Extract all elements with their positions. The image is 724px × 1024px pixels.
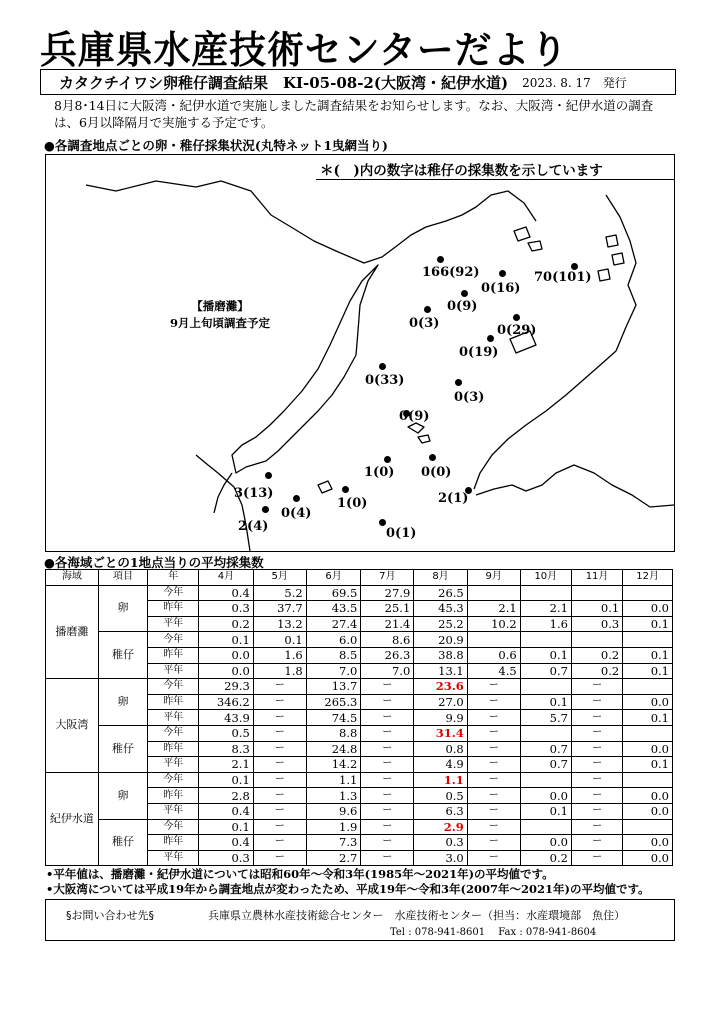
value-cell	[467, 585, 520, 601]
intro-paragraph: 8月8･14日に大阪湾・紀伊水道で実施しました調査結果をお知らせします。なお、大阪湾・紀伊水道の調査は、6月以降隔月で実施する予定です。	[54, 98, 654, 130]
table-header-row	[46, 570, 673, 586]
value-cell: 0.0	[520, 788, 571, 804]
value-cell: ー	[467, 835, 520, 851]
value-cell	[520, 632, 571, 648]
value-cell: ー	[571, 788, 622, 804]
issue-date: 2023. 8. 17 発行	[522, 75, 627, 90]
year-cell: 今年	[148, 585, 199, 601]
value-cell: 2.9	[414, 819, 467, 835]
value-cell: 3.0	[414, 850, 467, 866]
newsletter-masthead: 兵庫県水産技術センターだより	[40, 28, 569, 72]
value-cell: 74.5	[306, 710, 361, 726]
station-label: 0(9)	[399, 409, 430, 424]
value-cell: 2.1	[520, 601, 571, 617]
value-cell: ー	[361, 772, 414, 788]
year-cell: 昨年	[148, 788, 199, 804]
value-cell: 0.1	[623, 757, 673, 773]
contact-box	[45, 899, 675, 941]
value-cell: ー	[253, 694, 306, 710]
value-cell: 8.3	[199, 741, 254, 757]
value-cell: 0.4	[199, 835, 254, 851]
value-cell: 0.2	[520, 850, 571, 866]
station-label: 2(4)	[238, 519, 269, 534]
value-cell: 265.3	[306, 694, 361, 710]
value-cell: ー	[571, 725, 622, 741]
value-cell: 45.3	[414, 601, 467, 617]
table-row	[46, 772, 673, 788]
station-label: 1(0)	[337, 496, 368, 511]
year-cell: 昨年	[148, 601, 199, 617]
value-cell: 2.8	[199, 788, 254, 804]
item-cell: 卵	[98, 772, 148, 819]
value-cell: 38.8	[414, 647, 467, 663]
station-dot	[437, 256, 444, 263]
station-label: 0(19)	[459, 345, 499, 360]
value-cell: ー	[571, 679, 622, 695]
table-row	[46, 679, 673, 695]
harima-note	[160, 298, 280, 332]
value-cell: 1.1	[306, 772, 361, 788]
station-dot	[379, 519, 386, 526]
value-cell	[467, 632, 520, 648]
year-cell: 今年	[148, 679, 199, 695]
station-label: 0(16)	[481, 281, 521, 296]
area-cell: 紀伊水道	[46, 772, 99, 866]
value-cell: 27.9	[361, 585, 414, 601]
value-cell: ー	[253, 679, 306, 695]
value-cell: 0.0	[623, 835, 673, 851]
table-section-heading: ●各海域ごとの1地点当りの平均採集数	[44, 555, 264, 570]
year-cell: 今年	[148, 772, 199, 788]
value-cell: ー	[361, 819, 414, 835]
year-cell: 平年	[148, 616, 199, 632]
station-label: 166(92)	[422, 265, 480, 280]
value-cell: 0.3	[199, 601, 254, 617]
naruto-coastline	[214, 473, 232, 513]
value-cell: ー	[467, 725, 520, 741]
item-cell: 稚仔	[98, 819, 148, 866]
value-cell: 0.4	[199, 585, 254, 601]
value-cell: 5.2	[253, 585, 306, 601]
value-cell: ー	[253, 850, 306, 866]
hyogo-coastline	[86, 181, 536, 263]
year-cell: 平年	[148, 850, 199, 866]
year-cell: 昨年	[148, 741, 199, 757]
value-cell: ー	[467, 710, 520, 726]
station-label: 1(0)	[364, 465, 395, 480]
value-cell: ー	[361, 757, 414, 773]
value-cell: ー	[571, 694, 622, 710]
value-cell: 346.2	[199, 694, 254, 710]
value-cell: 2.7	[306, 850, 361, 866]
value-cell: 0.6	[467, 647, 520, 663]
value-cell: 43.5	[306, 601, 361, 617]
value-cell: ー	[253, 772, 306, 788]
contact-organization: 兵庫県立農林水産技術総合センター 水産技術センター（担当：水産環境部 魚住）	[208, 909, 626, 922]
value-cell: 0.0	[199, 647, 254, 663]
value-cell: 1.1	[414, 772, 467, 788]
value-cell: 21.4	[361, 616, 414, 632]
headline-title: カタクチイワシ卵稚仔調査結果 KI-05-08-2(大阪湾・紀伊水道)	[59, 73, 509, 92]
value-cell: 26.5	[414, 585, 467, 601]
harima-schedule: 9月上旬頃調査予定	[169, 316, 270, 330]
value-cell	[571, 585, 622, 601]
footnote-osaka-bay: •大阪湾については平成19年から調査地点が変わったため、平成19年～令和3年(2007年～2021年)の平均値です。	[46, 882, 650, 896]
value-cell: ー	[361, 788, 414, 804]
contact-label: §お問い合わせ先§	[66, 909, 154, 922]
value-cell: ー	[361, 741, 414, 757]
station-label: 0(29)	[497, 323, 537, 338]
value-cell	[520, 772, 571, 788]
station-dot	[262, 506, 269, 513]
area-cell: 播磨灘	[46, 585, 99, 679]
value-cell: ー	[467, 819, 520, 835]
value-cell: ー	[467, 772, 520, 788]
column-header: 年	[148, 570, 199, 586]
value-cell: ー	[253, 741, 306, 757]
year-cell: 今年	[148, 725, 199, 741]
value-cell: 26.3	[361, 647, 414, 663]
station-label: 0(3)	[409, 316, 440, 331]
value-cell: 7.0	[361, 663, 414, 679]
station-dot	[429, 454, 436, 461]
value-cell: ー	[361, 850, 414, 866]
value-cell: 25.1	[361, 601, 414, 617]
port-island-pieces	[598, 235, 624, 281]
value-cell: 1.6	[520, 616, 571, 632]
column-header: 海域	[46, 570, 99, 586]
value-cell: 0.1	[520, 803, 571, 819]
value-cell: ー	[253, 819, 306, 835]
value-cell: ー	[467, 694, 520, 710]
value-cell: ー	[361, 679, 414, 695]
station-label: 0(0)	[421, 465, 452, 480]
value-cell: ー	[467, 850, 520, 866]
value-cell: 0.2	[199, 616, 254, 632]
value-cell	[520, 679, 571, 695]
column-header: 11月	[571, 570, 622, 586]
value-cell: 8.6	[361, 632, 414, 648]
value-cell	[623, 819, 673, 835]
value-cell: 0.1	[199, 819, 254, 835]
value-cell: 0.1	[623, 647, 673, 663]
value-cell: 0.0	[520, 835, 571, 851]
value-cell: 0.8	[414, 741, 467, 757]
item-cell: 稚仔	[98, 725, 148, 772]
table-row	[46, 632, 673, 648]
value-cell	[623, 725, 673, 741]
station-label: 70(101)	[534, 270, 592, 285]
column-header: 12月	[623, 570, 673, 586]
value-cell: 0.4	[199, 803, 254, 819]
station-label: 0(9)	[447, 299, 478, 314]
value-cell: 0.1	[623, 663, 673, 679]
value-cell: 43.9	[199, 710, 254, 726]
map-note-underline	[316, 179, 674, 180]
value-cell: 1.3	[306, 788, 361, 804]
value-cell: 2.1	[199, 757, 254, 773]
ieshima-island	[318, 481, 332, 493]
value-cell	[623, 632, 673, 648]
year-cell: 平年	[148, 710, 199, 726]
year-cell: 平年	[148, 663, 199, 679]
column-header: 8月	[414, 570, 467, 586]
value-cell: 0.0	[623, 741, 673, 757]
value-cell: 0.1	[199, 632, 254, 648]
value-cell: ー	[467, 741, 520, 757]
value-cell: 13.2	[253, 616, 306, 632]
value-cell: 31.4	[414, 725, 467, 741]
value-cell: 0.3	[199, 850, 254, 866]
value-cell: 4.5	[467, 663, 520, 679]
value-cell: ー	[253, 757, 306, 773]
value-cell: 0.1	[520, 694, 571, 710]
value-cell: 14.2	[306, 757, 361, 773]
value-cell: 27.0	[414, 694, 467, 710]
value-cell: ー	[361, 835, 414, 851]
value-cell: 69.5	[306, 585, 361, 601]
station-dot	[379, 363, 386, 370]
value-cell: 4.9	[414, 757, 467, 773]
station-dot	[384, 456, 391, 463]
value-cell	[623, 585, 673, 601]
value-cell: 29.3	[199, 679, 254, 695]
station-dot	[513, 314, 520, 321]
value-cell	[520, 819, 571, 835]
awaji-island	[232, 265, 378, 473]
value-cell: ー	[467, 679, 520, 695]
artificial-island-1	[514, 227, 530, 241]
value-cell: 0.1	[623, 710, 673, 726]
year-cell: 今年	[148, 632, 199, 648]
value-cell: 0.0	[623, 601, 673, 617]
value-cell: 9.9	[414, 710, 467, 726]
value-cell: ー	[467, 788, 520, 804]
item-cell: 卵	[98, 679, 148, 726]
table-row	[46, 585, 673, 601]
station-label: 3(13)	[234, 486, 274, 501]
year-cell: 昨年	[148, 835, 199, 851]
value-cell: 1.8	[253, 663, 306, 679]
average-catch-table	[45, 569, 673, 866]
value-cell: 0.1	[253, 632, 306, 648]
column-header: 9月	[467, 570, 520, 586]
column-header: 4月	[199, 570, 254, 586]
value-cell: 1.6	[253, 647, 306, 663]
value-cell: 5.7	[520, 710, 571, 726]
station-label: 0(3)	[454, 390, 485, 405]
value-cell: 0.2	[571, 663, 622, 679]
value-cell: ー	[253, 725, 306, 741]
station-dot	[293, 495, 300, 502]
value-cell: ー	[571, 772, 622, 788]
value-cell: ー	[361, 710, 414, 726]
value-cell: ー	[571, 741, 622, 757]
value-cell: ー	[467, 757, 520, 773]
value-cell: 0.5	[199, 725, 254, 741]
value-cell: ー	[571, 819, 622, 835]
map-section-heading: ●各調査地点ごとの卵・稚仔採集状況(丸特ネット1曳網当り)	[44, 138, 388, 153]
station-dot	[455, 379, 462, 386]
value-cell: 0.7	[520, 741, 571, 757]
station-dot	[571, 263, 578, 270]
value-cell: ー	[253, 835, 306, 851]
small-island	[418, 435, 430, 443]
value-cell: 0.1	[199, 772, 254, 788]
table-body	[46, 585, 673, 866]
area-cell: 大阪湾	[46, 679, 99, 773]
value-cell: ー	[361, 725, 414, 741]
value-cell: 0.0	[623, 788, 673, 804]
station-dot	[461, 290, 468, 297]
value-cell	[623, 679, 673, 695]
value-cell: 10.2	[467, 616, 520, 632]
value-cell	[520, 725, 571, 741]
table-row	[46, 819, 673, 835]
table-row	[46, 725, 673, 741]
item-cell: 稚仔	[98, 632, 148, 679]
map-note: ＊( )内の数字は稚仔の採集数を示しています	[320, 163, 603, 179]
osaka-coastline	[474, 195, 636, 489]
value-cell: 13.1	[414, 663, 467, 679]
value-cell: 6.3	[414, 803, 467, 819]
year-cell: 今年	[148, 819, 199, 835]
station-label: 0(1)	[386, 526, 417, 541]
item-cell: 卵	[98, 585, 148, 632]
value-cell: ー	[467, 803, 520, 819]
value-cell: ー	[571, 835, 622, 851]
footnote-normal-years: •平年値は、播磨灘・紀伊水道については昭和60年～令和3年(1985年～2021年)の平均値です。	[46, 867, 554, 881]
value-cell: 2.1	[467, 601, 520, 617]
value-cell: 25.2	[414, 616, 467, 632]
value-cell: ー	[571, 710, 622, 726]
value-cell: 7.0	[306, 663, 361, 679]
value-cell: 0.0	[199, 663, 254, 679]
value-cell: 0.1	[571, 601, 622, 617]
value-cell: 7.3	[306, 835, 361, 851]
value-cell: 8.8	[306, 725, 361, 741]
year-cell: 昨年	[148, 647, 199, 663]
year-cell: 平年	[148, 757, 199, 773]
year-cell: 平年	[148, 803, 199, 819]
value-cell	[520, 585, 571, 601]
station-label: 0(4)	[281, 506, 312, 521]
column-header: 10月	[520, 570, 571, 586]
value-cell: 13.7	[306, 679, 361, 695]
survey-map	[45, 154, 675, 552]
value-cell	[571, 632, 622, 648]
station-dot	[424, 306, 431, 313]
value-cell: ー	[571, 803, 622, 819]
value-cell: 1.9	[306, 819, 361, 835]
tomogashima-island	[408, 423, 424, 433]
column-header: 項目	[98, 570, 148, 586]
value-cell: ー	[253, 803, 306, 819]
artificial-island-2	[528, 241, 542, 251]
value-cell: ー	[571, 850, 622, 866]
value-cell: 0.2	[571, 647, 622, 663]
value-cell: 0.7	[520, 757, 571, 773]
value-cell: 0.3	[571, 616, 622, 632]
contact-phone: Tel : 078-941-8601 Fax : 078-941-8604	[390, 927, 597, 938]
value-cell: ー	[571, 757, 622, 773]
station-dot	[342, 486, 349, 493]
value-cell: ー	[361, 694, 414, 710]
value-cell: 8.5	[306, 647, 361, 663]
station-label: 0(33)	[365, 373, 405, 388]
value-cell: 0.0	[623, 850, 673, 866]
value-cell: 0.5	[414, 788, 467, 804]
value-cell: 0.0	[623, 694, 673, 710]
value-cell: 6.0	[306, 632, 361, 648]
value-cell: 0.1	[520, 647, 571, 663]
value-cell: 20.9	[414, 632, 467, 648]
column-header: 7月	[361, 570, 414, 586]
wakayama-coastline	[476, 465, 674, 507]
value-cell: 9.6	[306, 803, 361, 819]
value-cell: 0.3	[414, 835, 467, 851]
station-dot	[499, 270, 506, 277]
column-header: 5月	[253, 570, 306, 586]
value-cell: ー	[361, 803, 414, 819]
value-cell: 23.6	[414, 679, 467, 695]
value-cell: 0.0	[623, 803, 673, 819]
coastline-map	[46, 155, 674, 551]
value-cell	[623, 772, 673, 788]
harima-label: 【播磨灘】	[191, 299, 249, 313]
station-dot	[265, 472, 272, 479]
value-cell: 0.7	[520, 663, 571, 679]
value-cell: 0.1	[623, 616, 673, 632]
value-cell: 37.7	[253, 601, 306, 617]
headline-box	[40, 69, 676, 95]
column-header: 6月	[306, 570, 361, 586]
value-cell: ー	[253, 788, 306, 804]
station-dot	[487, 335, 494, 342]
value-cell: 27.4	[306, 616, 361, 632]
year-cell: 昨年	[148, 694, 199, 710]
value-cell: 24.8	[306, 741, 361, 757]
value-cell: ー	[253, 710, 306, 726]
station-label: 2(1)	[438, 491, 469, 506]
